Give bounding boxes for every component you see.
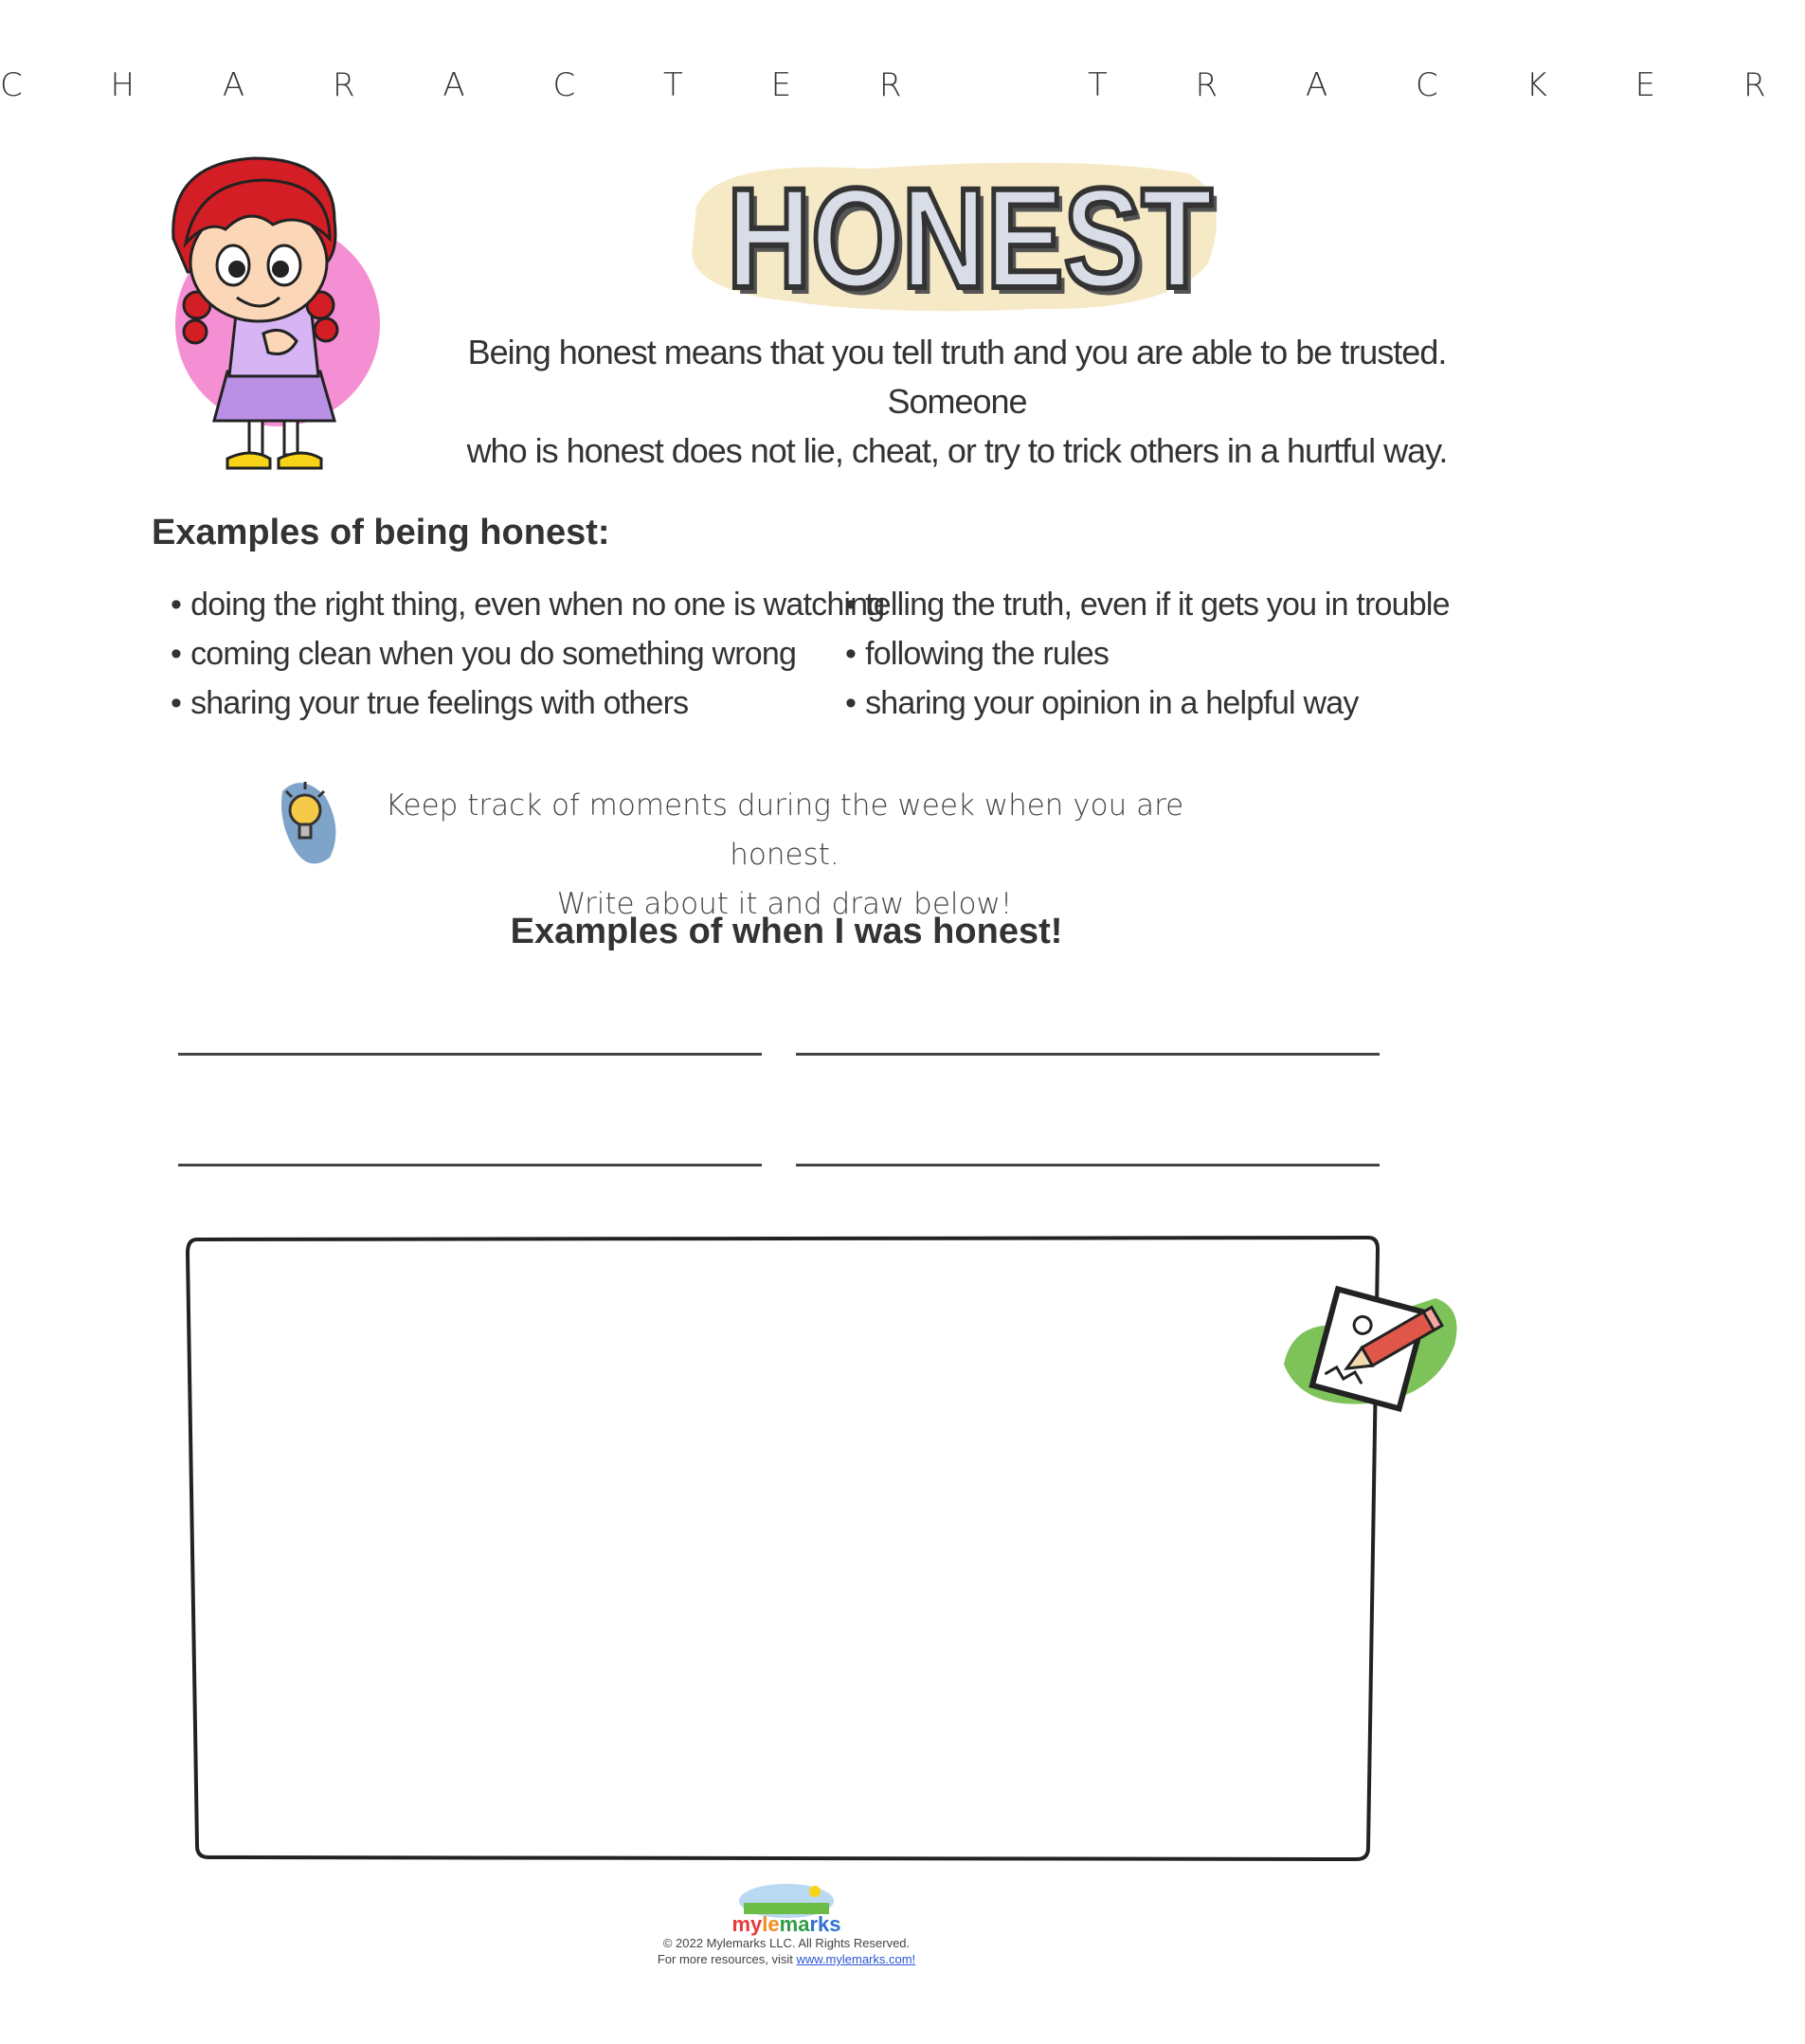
lightbulb-icon: [273, 772, 343, 867]
mylemarks-link[interactable]: www.mylemarks.com!: [796, 1952, 916, 1966]
girl-character-illustration: [159, 154, 406, 485]
writing-line: [178, 1164, 762, 1167]
pencil-drawing-icon: [1274, 1279, 1464, 1431]
writing-line: [178, 1053, 762, 1056]
copyright-text: © 2022 Mylemarks LLC. All Rights Reserved.: [662, 1936, 911, 1950]
list-item: • sharing your true feelings with others: [171, 678, 884, 728]
examples-column-left: [171, 580, 884, 728]
examples-heading: Examples of being honest:: [152, 513, 610, 552]
instruction-text: [358, 781, 1211, 929]
trait-definition: [445, 328, 1469, 476]
footer: [0, 1876, 1573, 1967]
resources-text: [0, 1951, 1573, 1967]
list-item: • telling the truth, even if it gets you in trouble: [845, 580, 1450, 629]
list-item: • following the rules: [845, 629, 1450, 678]
drawing-box: [176, 1232, 1389, 1867]
mylemarks-logo: mylemarks: [731, 1912, 841, 1936]
page-title: C H A R A C T E R T R A C K E R: [0, 66, 1805, 104]
list-item: • sharing your opinion in a helpful way: [845, 678, 1450, 728]
writing-line: [796, 1164, 1380, 1167]
instruction-line-1: Keep track of moments during the week when you are honest.: [385, 788, 1184, 872]
list-item: • doing the right thing, even when no one is watching: [171, 580, 884, 629]
when-heading: Examples of when I was honest!: [510, 912, 1063, 951]
honest-title-block: [677, 150, 1227, 320]
resources-prefix: For more resources, visit: [657, 1952, 797, 1966]
examples-column-right: [845, 580, 1450, 728]
writing-line: [796, 1053, 1380, 1056]
definition-line-1: Being honest means that you tell truth and you are able to be trusted. Someone: [467, 333, 1447, 421]
trait-title: HONEST: [727, 158, 1213, 317]
definition-line-2: who is honest does not lie, cheat, or try to trick others in a hurtful way.: [466, 431, 1448, 470]
list-item: • coming clean when you do something wrong: [171, 629, 884, 678]
instruction-line-2: Write about it and draw below!: [556, 887, 1013, 921]
